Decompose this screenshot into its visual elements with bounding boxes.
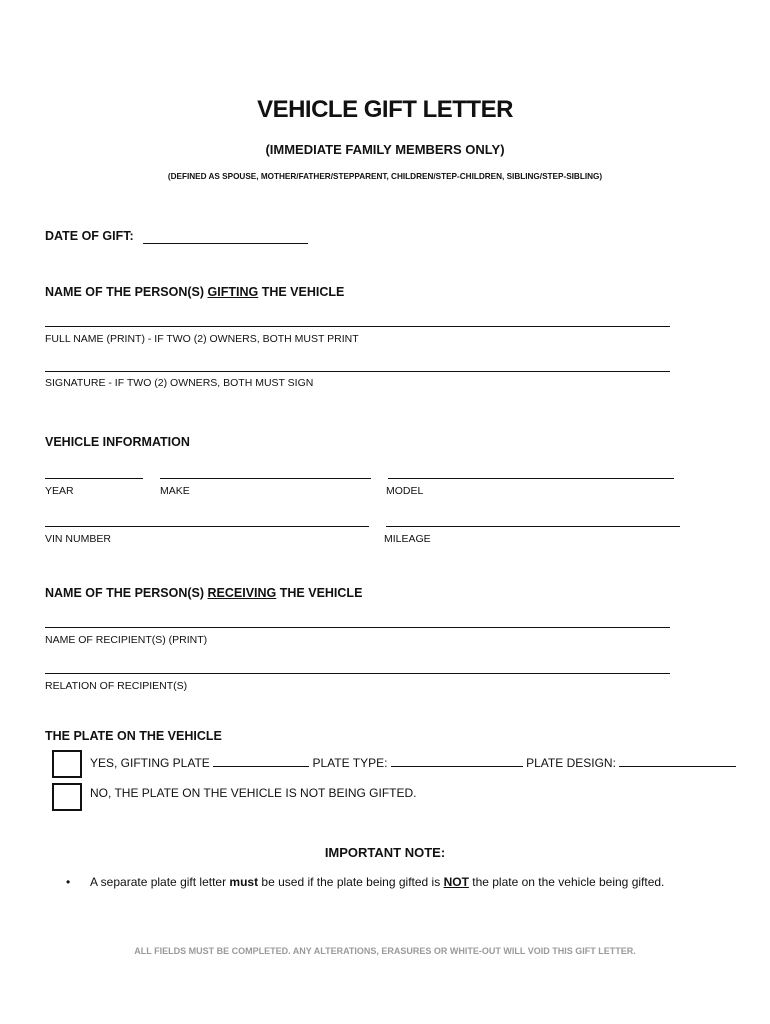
recipient-relation-caption: RELATION OF RECIPIENT(S) (45, 680, 188, 692)
receiving-heading-post: THE VEHICLE (276, 586, 363, 600)
note-text-1: A separate plate gift letter (90, 875, 230, 889)
giver-signature-caption: SIGNATURE - IF TWO (2) OWNERS, BOTH MUST SIGN (45, 377, 314, 389)
plate-no-checkbox[interactable] (52, 783, 82, 811)
year-caption: YEAR (45, 485, 74, 497)
gifting-heading (45, 285, 344, 299)
vehicle-info-heading: VEHICLE INFORMATION (45, 435, 190, 449)
gifting-heading-post: THE VEHICLE (258, 285, 345, 299)
plate-type-field[interactable] (391, 766, 523, 767)
plate-design-field[interactable] (619, 766, 736, 767)
gifting-heading-emphasis: GIFTING (207, 285, 259, 299)
important-note-title: IMPORTANT NOTE: (324, 845, 446, 860)
giver-full-name-caption: FULL NAME (PRINT) - IF TWO (2) OWNERS, BOTH MUST PRINT (45, 333, 359, 345)
document-subtitle: (IMMEDIATE FAMILY MEMBERS ONLY) (265, 142, 505, 157)
make-caption: MAKE (160, 485, 190, 497)
receiving-heading-emphasis: RECEIVING (207, 586, 277, 600)
recipient-name-field[interactable] (45, 627, 670, 628)
gifting-plate-field[interactable] (213, 766, 309, 767)
giver-signature-field[interactable] (45, 371, 670, 372)
note-text-not: NOT (443, 875, 469, 889)
plate-yes-checkbox[interactable] (52, 750, 82, 778)
recipient-relation-field[interactable] (45, 673, 670, 674)
note-text-must: must (229, 875, 259, 889)
mileage-caption: MILEAGE (384, 533, 431, 545)
make-field[interactable] (160, 478, 371, 479)
recipient-name-caption: NAME OF RECIPIENT(S) (PRINT) (45, 634, 208, 646)
receiving-heading-pre: NAME OF THE PERSON(S) (45, 586, 208, 600)
note-text-3: the plate on the vehicle being gifted. (468, 875, 665, 889)
mileage-field[interactable] (386, 526, 680, 527)
plate-yes-label: YES, GIFTING PLATE (90, 756, 210, 770)
model-caption: MODEL (386, 485, 424, 497)
receiving-heading (45, 586, 362, 600)
footer-warning: ALL FIELDS MUST BE COMPLETED. ANY ALTERATIONS, ERASURES OR WHITE-OUT WILL VOID THIS GIFT LETTER. (134, 946, 636, 956)
important-note-bullet (66, 875, 664, 889)
note-text-2: be used if the plate being gifted is (258, 875, 444, 889)
document-title: VEHICLE GIFT LETTER (257, 96, 513, 123)
plate-heading: THE PLATE ON THE VEHICLE (45, 729, 222, 743)
plate-type-label: PLATE TYPE: (312, 756, 388, 770)
gifting-heading-pre: NAME OF THE PERSON(S) (45, 285, 208, 299)
vin-caption: VIN NUMBER (45, 533, 111, 545)
year-field[interactable] (45, 478, 143, 479)
date-of-gift-field[interactable] (143, 243, 308, 244)
bullet-symbol: • (66, 875, 71, 889)
plate-design-label: PLATE DESIGN: (526, 756, 616, 770)
giver-full-name-field[interactable] (45, 326, 670, 327)
model-field[interactable] (388, 478, 674, 479)
date-of-gift-label: DATE OF GIFT: (45, 229, 134, 243)
plate-no-label: NO, THE PLATE ON THE VEHICLE IS NOT BEING GIFTED. (90, 786, 417, 800)
vin-field[interactable] (45, 526, 369, 527)
plate-yes-row (90, 756, 736, 770)
family-definition: (DEFINED AS SPOUSE, MOTHER/FATHER/STEPPARENT, CHILDREN/STEP-CHILDREN, SIBLING/STEP-SIBLING) (167, 172, 603, 181)
